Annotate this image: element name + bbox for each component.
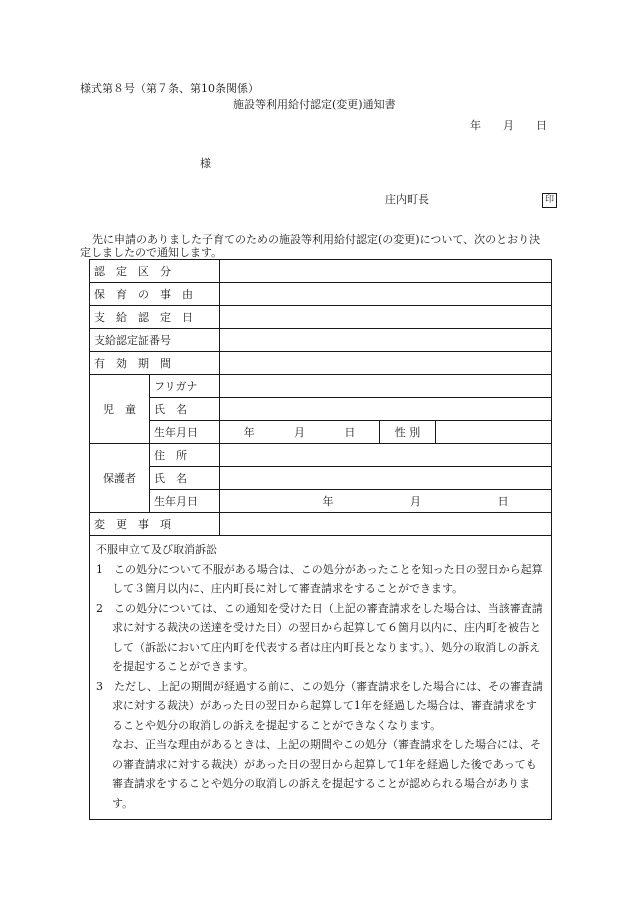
addressee-suffix: 様 [200,157,211,170]
value-guardian-address [220,444,552,467]
value-child-dob: 年 月 日 [220,421,380,444]
form-number: 様式第８号（第７条、第10条関係） [80,82,259,95]
notice-table [89,259,552,820]
notice-item-3: 3 ただし、上記の期間が経過する前に、この処分（審査請求をした場合には、その審査請求に対する裁決）があった日の翌日から起算して1年を経過した場合は、審査請求をすることや処分の取消しの訴えを提起することができなくなります。 [96,679,543,732]
notice-heading: 不服申立て及び取消訴訟 [96,543,217,556]
value-change [220,513,552,536]
label-change: 変 更 事 項 [90,513,220,536]
label-child-furigana: フリガナ [150,375,220,398]
issue-date: 年 月 日 [470,119,547,132]
label-guardian-dob: 生年月日 [150,490,220,513]
value-category [220,260,552,283]
value-guardian-dob: 年 月 日 [220,490,552,513]
value-pay-date [220,306,552,329]
label-reason: 保 育 の 事 由 [90,283,220,306]
issuer-name: 庄内町長 [385,193,429,206]
label-child-group: 児 童 [90,375,150,444]
label-guardian-address: 住 所 [150,444,220,467]
notice-item-2: 2 この処分については、この通知を受けた日（上記の審査請求をした場合は、当該審査請求に対する裁決の送達を受けた日）の翌日から起算して６箇月以内に、庄内町を被告として（訴訟において庄内町を代表する者は庄内町長となります。）、処分の取消しの訴えを提起することができます。 [96,601,543,673]
label-child-gender: 性 別 [380,421,436,444]
label-guardian-group: 保護者 [90,444,150,513]
label-child-name: 氏 名 [150,398,220,421]
value-child-furigana [220,375,552,398]
seal-mark: 印 [542,193,557,208]
intro-text: 先に申請のありました子育てのための施設等利用給付認定(の変更)について、次のとおり決定しましたので通知します。 [80,233,541,259]
value-period [220,352,552,375]
notice-item-1: 1 この処分について不服がある場合は、この処分があったことを知った日の翌日から起算して３箇月以内に、庄内町長に対して審査請求をすることができます。 [96,562,543,595]
value-reason [220,283,552,306]
value-cert-no [220,329,552,352]
label-cert-no: 支給認定証番号 [90,329,220,352]
document-title: 施設等利用給付認定(変更)通知書 [233,98,396,111]
value-guardian-name [220,467,552,490]
value-child-gender [436,421,552,444]
value-child-name [220,398,552,421]
label-pay-date: 支 給 認 定 日 [90,306,220,329]
label-child-dob: 生年月日 [150,421,220,444]
notice-item-3-note: なお、正当な理由があるときは、上記の期間やこの処分（審査請求をした場合には、その審査請求に対する裁決）があった日の翌日から起算して1年を経過した後であっても審査請求をすることや処分の取消しの訴えを提起することが認められる場合があります。 [112,738,541,810]
label-category: 認 定 区 分 [90,260,220,283]
label-period: 有 効 期 間 [90,352,220,375]
label-guardian-name: 氏 名 [150,467,220,490]
appeal-notice [90,536,552,820]
